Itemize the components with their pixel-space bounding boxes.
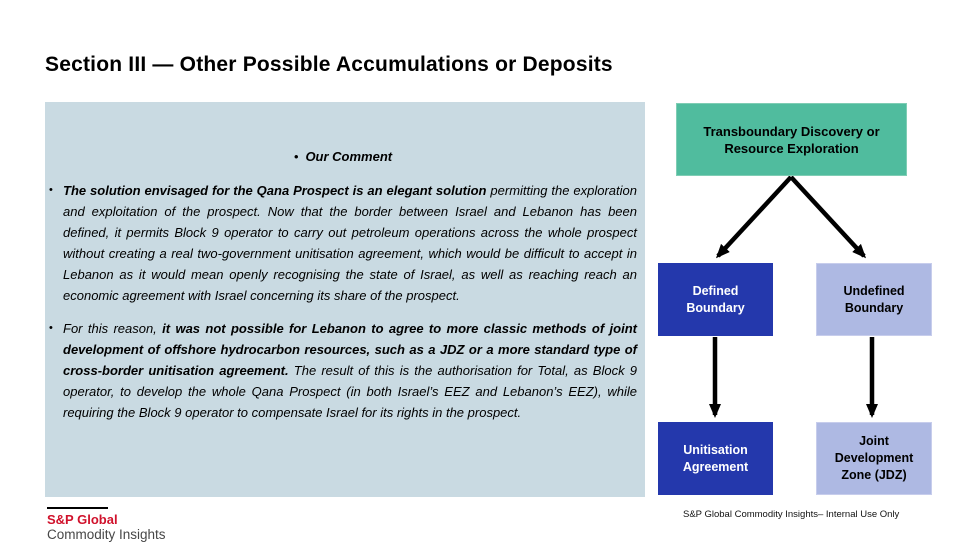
comment-bullet-2 <box>49 318 637 423</box>
brand-logo <box>47 507 166 542</box>
comment-heading-label: Our Comment <box>305 149 393 164</box>
heading-bullet: • <box>293 149 299 164</box>
comment-bullet-2-text <box>63 318 637 423</box>
brand-name: S&P Global <box>47 512 118 527</box>
classification-text: S&P Global Commodity Insights– Internal Use Only <box>683 509 900 520</box>
bullet-1-rest: permitting the exploration and exploitation of the prospect. Now that the border between Israel and Lebanon has been defined, it permits Block 9 operator to carry out petroleum operations across the whole prospect without creating a real two-government unitisation agreement, which would be difficult to accept in Lebanon as it would mean openly recognising the state of Israel, as well as reaching reach an economic agreement with Israel concerning its share of the prospect. <box>63 183 637 303</box>
flow-node-unitisation-agreement: Unitisation Agreement <box>658 422 773 495</box>
flow-node-defined-boundary: Defined Boundary <box>658 263 773 336</box>
arrow-root-to-defined <box>718 177 791 256</box>
comment-heading <box>49 146 637 167</box>
page-title: Section III — Other Possible Accumulations or Deposits <box>45 53 613 76</box>
flow-node-joint-development-zone: Joint Development Zone (JDZ) <box>816 422 932 495</box>
flow-node-transboundary: Transboundary Discovery or Resource Exploration <box>676 103 907 176</box>
comment-bullet-1 <box>49 180 637 306</box>
bullet-2-rest: The result of this is the authorisation for Total, as Block 9 operator, to develop the whole Qana Prospect (in both Israel’s EEZ and Lebanon’s EEZ), while requiring the Block 9 operator to compensate Israel for its rights in the prospect. <box>63 363 637 420</box>
bullet-1-bold-lead: The solution envisaged for the Qana Prospect is an elegant solution <box>63 183 487 198</box>
bullet-2-bold-mid: it was not possible for Lebanon to agree to more classic methods of joint development of offshore hydrocarbon resources, such as a JDZ or a more standard type of cross-border unitisation agreement. <box>63 321 637 378</box>
brand-division: Commodity Insights <box>47 527 166 542</box>
bullet-icon: • <box>49 322 53 334</box>
flow-node-undefined-boundary: Undefined Boundary <box>816 263 932 336</box>
bullet-2-lead: For this reason, <box>63 321 163 336</box>
comment-bullet-1-text <box>63 180 637 306</box>
brand-rule <box>47 507 108 509</box>
comment-panel <box>45 102 645 497</box>
arrow-root-to-undefined <box>791 177 864 256</box>
bullet-icon: • <box>49 184 53 196</box>
